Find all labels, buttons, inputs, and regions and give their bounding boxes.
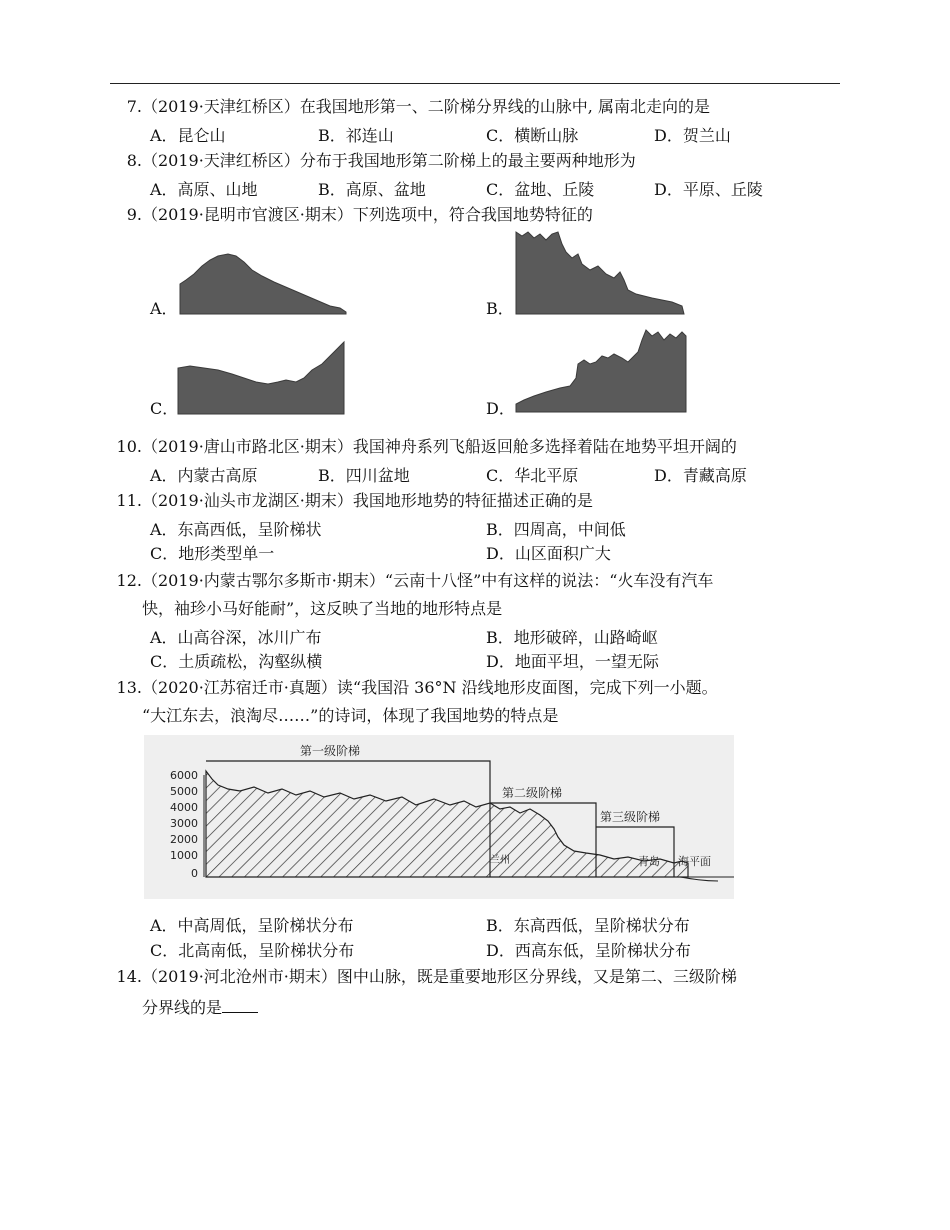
q13-option-c[interactable]: C．北高南低，呈阶梯状分布: [150, 941, 355, 960]
q10-option-d[interactable]: D．青藏高原: [654, 466, 747, 485]
q11-option-a[interactable]: A．东高西低，呈阶梯状: [150, 520, 322, 539]
q9-option-a[interactable]: A．: [150, 299, 178, 318]
label-place-lanzhou: 兰州: [490, 855, 510, 866]
q12-option-d[interactable]: D．地面平坦，一望无际: [486, 652, 659, 671]
ytick-4000: 4000: [170, 801, 198, 814]
q8-option-b[interactable]: B．高原、盆地: [318, 180, 426, 199]
question-14-stem-cont: 分界线的是: [142, 996, 258, 1019]
q10-option-b[interactable]: B．四川盆地: [318, 466, 410, 485]
question-14-stem: 14.（2019·河北沧州市·期末）图中山脉，既是重要地形区分界线，又是第二、三级阶梯: [116, 967, 737, 986]
q9-option-c[interactable]: C．: [150, 399, 179, 418]
ytick-5000: 5000: [170, 785, 198, 798]
q8-option-a[interactable]: A．高原、山地: [150, 180, 258, 199]
q11-option-b[interactable]: B．四周高，中间低: [486, 520, 626, 539]
q9-option-b[interactable]: B．: [486, 299, 514, 318]
q12-option-c[interactable]: C．土质疏松，沟壑纵横: [150, 652, 323, 671]
ytick-0: 0: [191, 867, 198, 880]
q7-option-b[interactable]: B．祁连山: [318, 126, 394, 145]
q7-option-a[interactable]: A．昆仑山: [150, 126, 226, 145]
q9-profile-d[interactable]: [516, 328, 686, 412]
q9-profile-b[interactable]: [516, 230, 684, 314]
q12-option-a[interactable]: A．山高谷深，冰川广布: [150, 628, 322, 647]
label-step-3: 第三级阶梯: [600, 810, 661, 824]
q7-option-c[interactable]: C．横断山脉: [486, 126, 579, 145]
question-10-stem: 10.（2019·唐山市路北区·期末）我国神舟系列飞船返回舱多选择着陆在地势平坦开阔的: [116, 437, 737, 456]
ytick-1000: 1000: [170, 849, 198, 862]
ytick-3000: 3000: [170, 817, 198, 830]
q9-profile-a[interactable]: [180, 250, 346, 314]
label-step-1: 第一级阶梯: [300, 744, 361, 758]
q11-option-c[interactable]: C．地形类型单一: [150, 544, 275, 563]
question-7-stem: 7.（2019·天津红桥区）在我国地形第一、二阶梯分界线的山脉中, 属南北走向的是: [126, 97, 710, 116]
q7-option-d[interactable]: D．贺兰山: [654, 126, 731, 145]
q12-option-b[interactable]: B．地形破碎，山路崎岖: [486, 628, 658, 647]
q10-option-a[interactable]: A．内蒙古高原: [150, 466, 258, 485]
q10-option-c[interactable]: C．华北平原: [486, 466, 579, 485]
question-11-stem: 11.（2019·汕头市龙湖区·期末）我国地形地势的特征描述正确的是: [116, 491, 593, 510]
q8-option-c[interactable]: C．盆地、丘陵: [486, 180, 595, 199]
terrain-profile-figure: [144, 735, 734, 899]
label-sea-level: 海平面: [678, 855, 711, 868]
q11-option-d[interactable]: D．山区面积广大: [486, 544, 611, 563]
ytick-6000: 6000: [170, 769, 198, 782]
q13-option-a[interactable]: A．中高周低，呈阶梯状分布: [150, 916, 354, 935]
q14-answer-blank[interactable]: [222, 996, 258, 1013]
q9-option-d[interactable]: D．: [486, 399, 515, 418]
question-12-stem-cont: 快，袖珍小马好能耐”，这反映了当地的地形特点是: [142, 599, 503, 618]
label-step-2: 第二级阶梯: [502, 786, 563, 800]
q13-option-b[interactable]: B．东高西低，呈阶梯状分布: [486, 916, 690, 935]
ytick-2000: 2000: [170, 833, 198, 846]
label-place-qingdao: 青岛: [638, 855, 660, 868]
question-8-stem: 8.（2019·天津红桥区）分布于我国地形第二阶梯上的最主要两种地形为: [126, 151, 636, 170]
q9-profile-c[interactable]: [178, 342, 344, 414]
q8-option-d[interactable]: D．平原、丘陵: [654, 180, 763, 199]
question-13-stem-cont: “大江东去，浪淘尽……”的诗词，体现了我国地势的特点是: [142, 706, 559, 725]
question-13-stem: 13.（2020·江苏宿迁市·真题）读“我国沿 36°N 沿线地形皮面图，完成下列一小题。: [116, 678, 718, 697]
question-9-stem: 9.（2019·昆明市官渡区·期末）下列选项中，符合我国地势特征的: [126, 205, 593, 224]
question-12-stem: 12.（2019·内蒙古鄂尔多斯市·期末）“云南十八怪”中有这样的说法：“火车没有汽车: [116, 571, 714, 590]
q13-option-d[interactable]: D．西高东低，呈阶梯状分布: [486, 941, 691, 960]
header-rule: [110, 83, 840, 84]
